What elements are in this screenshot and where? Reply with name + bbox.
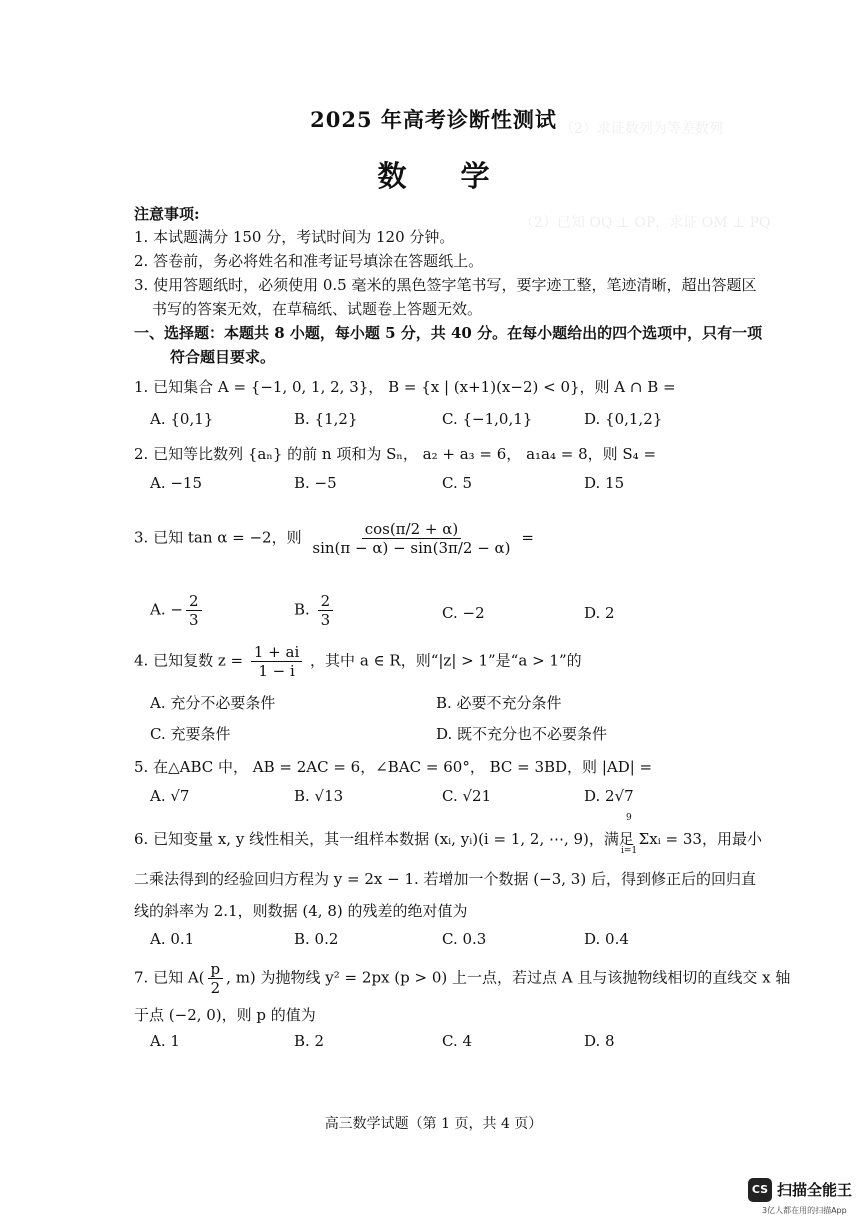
q7-option-c: C. 4 [442, 1032, 473, 1050]
question-7-line-1: 7. 已知 A( $\frac{p}{2}$ , m) 为抛物线 y² = 2px (p > 0) 上一点，若过点 A 且与该抛物线相切的直线交 x 轴 [134, 960, 791, 997]
q7-option-a: A. 1 [150, 1032, 180, 1050]
q5-option-d: D. 2√7 [584, 787, 634, 805]
question-5-stem: 5. 在△ABC 中， AB = 2AC = 6，∠BAC = 60°， BC = 3BD，则 |AD| = [134, 758, 653, 776]
q6-option-d: D. 0.4 [584, 930, 629, 948]
q3-numerator: cos(π/2 + α) [362, 520, 462, 539]
sum-upper-limit: 9 [626, 813, 632, 823]
q3-option-b: B. $\frac{2}{3}$ [294, 592, 336, 629]
q7-option-b: B. 2 [294, 1032, 325, 1050]
q3-denominator: sin(π − α) − sin(3π/2 − α) [312, 539, 511, 557]
note-item: 书写的答案无效，在草稿纸、试题卷上答题无效。 [152, 300, 483, 318]
q3-option-d: D. 2 [584, 604, 615, 622]
q2-option-a: A. −15 [150, 474, 203, 492]
q5-option-c: C. √21 [442, 787, 492, 805]
sum-lower-limit: i=1 [621, 846, 638, 856]
q6-option-b: B. 0.2 [294, 930, 339, 948]
note-item: 3. 使用答题纸时，必须使用 0.5 毫米的黑色签字笔书写，要字迹工整，笔迹清晰，超出答题区 [134, 276, 757, 294]
subject-title: 数 学 [377, 159, 512, 193]
notes-heading: 注意事项: [134, 205, 200, 223]
question-1-stem: 1. 已知集合 A = {−1, 0, 1, 2, 3}， B = {x | (x+1)(x−2) < 0}，则 A ∩ B = [134, 378, 676, 396]
q4-fraction: $\frac{1 + ai}{1 - i}$ [251, 643, 302, 680]
section-heading-cont: 符合题目要求。 [170, 348, 276, 366]
q3-option-a: A. − $\frac{2}{3}$ [150, 592, 205, 629]
q1-option-b: B. {1,2} [294, 410, 358, 428]
q3-option-c: C. −2 [442, 604, 485, 622]
q1-option-a: A. {0,1} [150, 410, 214, 428]
q6-option-a: A. 0.1 [150, 930, 195, 948]
page-footer: 高三数学试题（第 1 页，共 4 页） [324, 1116, 543, 1132]
camscanner-logo-icon: CS [748, 1178, 772, 1202]
camscanner-name: 扫描全能王 [777, 1181, 853, 1199]
q7-option-d: D. 8 [584, 1032, 615, 1050]
bleed-through-text: （2）已知 OQ ⊥ OP，求证 OM ⊥ PQ [520, 215, 771, 231]
q3-prefix: 3. 已知 tan α = −2，则 [134, 528, 302, 547]
q5-option-b: B. √13 [294, 787, 344, 805]
q3-fraction [309, 520, 513, 557]
q4-option-d: D. 既不充分也不必要条件 [436, 725, 608, 743]
q3-suffix: = [521, 528, 534, 547]
question-6-line-3: 线的斜率为 2.1，则数据 (4, 8) 的残差的绝对值为 [134, 902, 468, 920]
q1-option-d: D. {0,1,2} [584, 410, 663, 428]
question-4-stem: 4. 已知复数 z = $\frac{1 + ai}{1 - i}$ ，其中 a ∈ R，则“|z| > 1”是“a > 1”的 [134, 643, 582, 680]
section-heading: 一、选择题：本题共 8 小题，每小题 5 分，共 40 分。在每小题给出的四个选项中，只有一项 [134, 324, 763, 342]
question-2-stem: 2. 已知等比数列 {aₙ} 的前 n 项和为 Sₙ， a₂ + a₃ = 6， a₁a₄ = 8，则 S₄ = [134, 445, 657, 463]
q1-option-c: C. {−1,0,1} [442, 410, 533, 428]
exam-title: 2025 年高考诊断性测试 [310, 107, 557, 132]
q2-option-d: D. 15 [584, 474, 625, 492]
q5-option-a: A. √7 [150, 787, 190, 805]
bleed-through-text: （2）求证数列为等差数列 [560, 121, 723, 137]
q2-option-c: C. 5 [442, 474, 473, 492]
question-6-line-1: 6. 已知变量 x, y 线性相关，其一组样本数据 (xᵢ, yᵢ)(i = 1, 2, ⋯, 9)，满足 Σxᵢ = 33，用最小 [134, 830, 762, 848]
q2-option-b: B. −5 [294, 474, 337, 492]
note-item: 2. 答卷前，务必将姓名和准考证号填涂在答题纸上。 [134, 252, 484, 270]
q4-option-b: B. 必要不充分条件 [436, 694, 562, 712]
question-7-line-2: 于点 (−2, 0)，则 p 的值为 [134, 1006, 316, 1024]
note-item: 1. 本试题满分 150 分，考试时间为 120 分钟。 [134, 228, 455, 246]
question-3-stem [134, 520, 534, 557]
question-6-line-2: 二乘法得到的经验回归方程为 y = 2x − 1. 若增加一个数据 (−3, 3) 后，得到修正后的回归直 [134, 870, 756, 888]
q4-option-c: C. 充要条件 [150, 725, 231, 743]
q4-option-a: A. 充分不必要条件 [150, 694, 276, 712]
q6-option-c: C. 0.3 [442, 930, 487, 948]
camscanner-tagline: 3亿人都在用的扫描App [762, 1206, 847, 1215]
